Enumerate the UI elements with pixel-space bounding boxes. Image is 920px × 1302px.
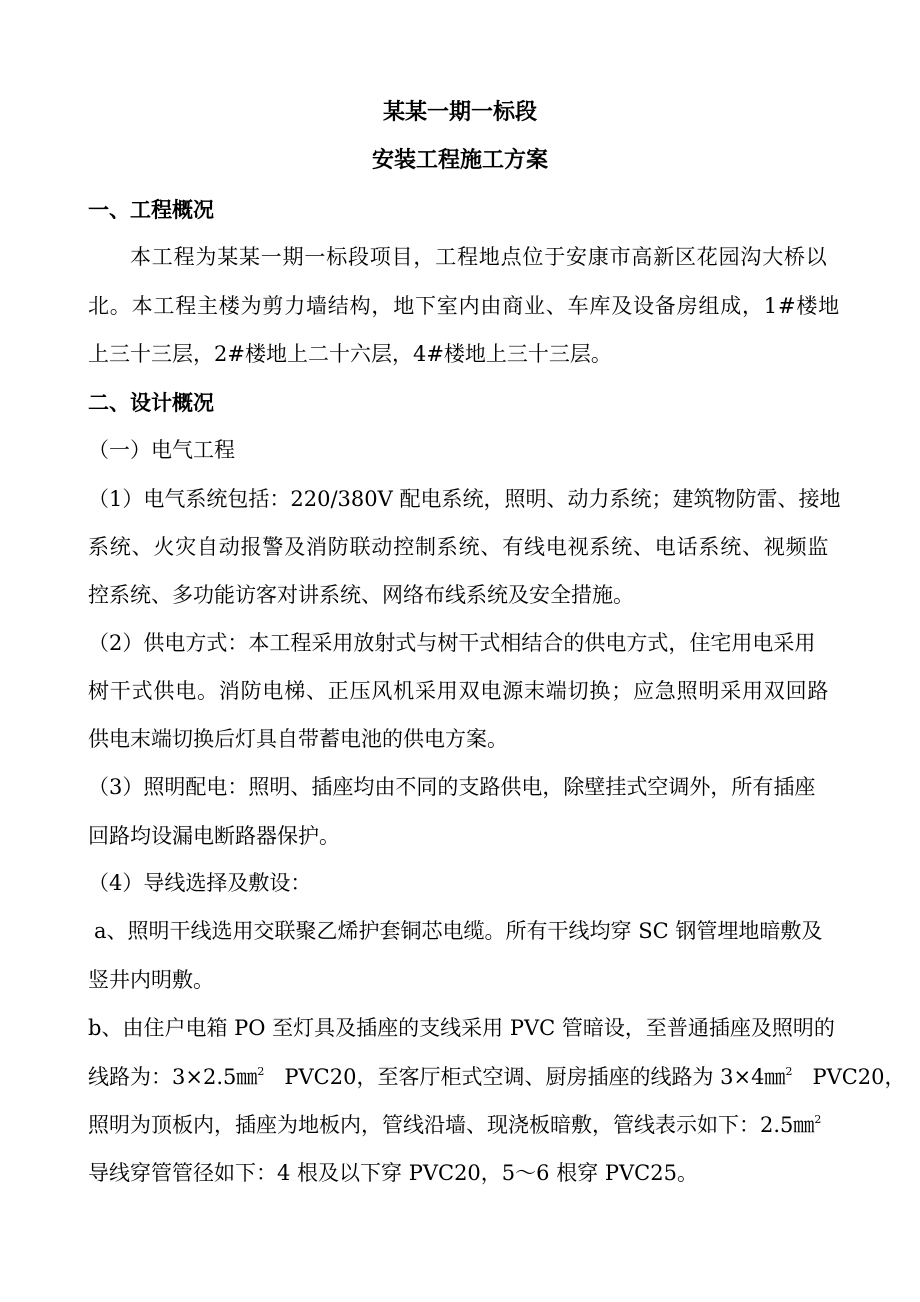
section-2-heading: 二、设计概况 bbox=[88, 390, 214, 415]
b-line-2-part-1: 线路为：3×2.5㎜ bbox=[88, 1065, 258, 1089]
item-b-line-1: b、由住户电箱 PO 至灯具及插座的支线采用 PVC 管暗设，至普通插座及照明的 bbox=[88, 1016, 835, 1040]
superscript-2: 2 bbox=[257, 1065, 265, 1078]
b-line-2-part-3: PVC20， bbox=[812, 1065, 906, 1089]
item-b-line-3 bbox=[88, 1111, 821, 1139]
doc-title: 某某一期一标段 bbox=[382, 99, 537, 125]
item-a-line-1: a、照明干线选用交联聚乙烯护套铜芯电缆。所有干线均穿 SC 钢管埋地暗敷及 bbox=[94, 919, 823, 943]
item-1-line-1: （1）电气系统包括：220/380V 配电系统，照明、动力系统；建筑物防雷、接地 bbox=[88, 487, 841, 511]
item-2-line-3: 供电末端切换后灯具自带蓄电池的供电方案。 bbox=[88, 727, 508, 751]
item-4-heading: （4）导线选择及敷设： bbox=[88, 871, 312, 895]
item-2-line-2: 树干式供电。消防电梯、正压风机采用双电源末端切换；应急照明采用双回路 bbox=[88, 679, 830, 703]
s1-para-line-3: 上三十三层，2#楼地上二十六层，4#楼地上三十三层。 bbox=[88, 342, 612, 366]
item-1-line-3: 控系统、多功能访客对讲系统、网络布线系统及安全措施。 bbox=[88, 583, 634, 607]
superscript-2: 2 bbox=[814, 1113, 822, 1126]
subsection-heading: （一）电气工程 bbox=[88, 438, 235, 462]
s1-para-line-2: 北。本工程主楼为剪力墙结构，地下室内由商业、车库及设备房组成，1#楼地 bbox=[88, 294, 840, 318]
s1-para-line-1: 本工程为某某一期一标段项目，工程地点位于安康市高新区花园沟大桥以 bbox=[130, 245, 828, 269]
item-1-line-2: 系统、火灾自动报警及消防联动控制系统、有线电视系统、电话系统、视频监 bbox=[88, 535, 830, 559]
superscript-2: 2 bbox=[785, 1065, 793, 1078]
item-b-line-4: 导线穿管管径如下：4 根及以下穿 PVC20，5～6 根穿 PVC25。 bbox=[88, 1161, 698, 1185]
section-1-heading: 一、工程概况 bbox=[88, 197, 214, 222]
b-line-2-part-2: PVC20，至客厅柜式空调、厨房插座的线路为 3×4㎜ bbox=[284, 1065, 786, 1089]
item-3-line-2: 回路均设漏电断路器保护。 bbox=[88, 824, 340, 848]
item-3-line-1: （3）照明配电：照明、插座均由不同的支路供电，除壁挂式空调外，所有插座 bbox=[88, 775, 816, 799]
item-a-line-2: 竖井内明敷。 bbox=[88, 968, 214, 992]
doc-subtitle: 安装工程施工方案 bbox=[371, 147, 548, 173]
item-2-line-1: （2）供电方式：本工程采用放射式与树干式相结合的供电方式，住宅用电采用 bbox=[88, 631, 816, 655]
b-line-3-text: 照明为顶板内，插座为地板内，管线沿墙、现浇板暗敷，管线表示如下：2.5㎜ bbox=[88, 1113, 815, 1137]
item-b-line-2 bbox=[88, 1063, 906, 1091]
